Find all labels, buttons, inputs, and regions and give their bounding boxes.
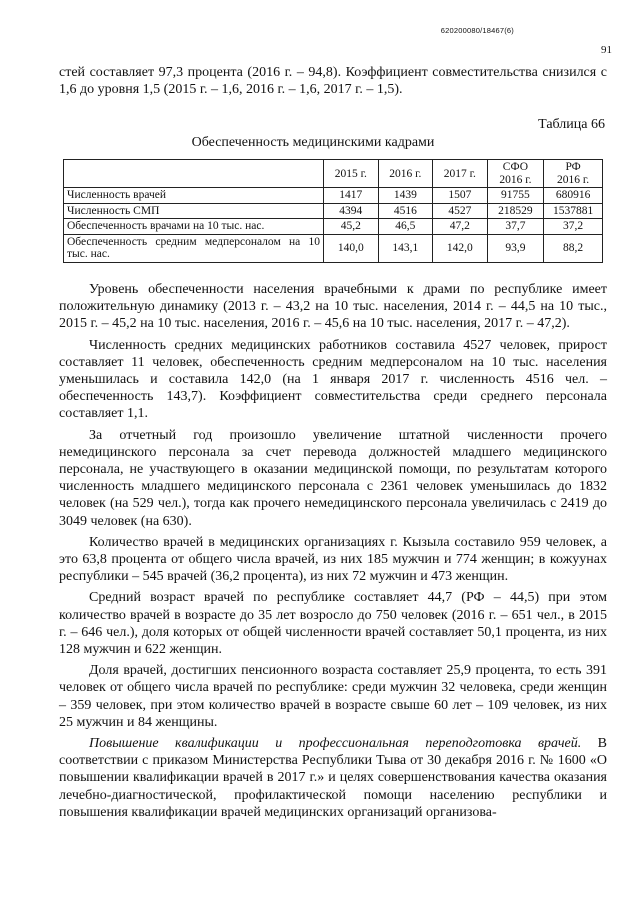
page-number: 91	[601, 44, 612, 56]
section-lead: Повышение квалификации и профессиональная переподготовка врачей.	[89, 735, 582, 751]
table-cell: 218529	[487, 203, 544, 219]
table-row	[64, 234, 603, 262]
table-cell: 46,5	[378, 219, 433, 235]
table-row	[64, 188, 603, 204]
table-label: Таблица 66	[538, 117, 605, 133]
body-paragraph: За отчетный год произошло увеличение штатной численности прочего немедицинского персонала за счет перевода должностей младшего медицинского персонала, не участвующего в оказании медицинской помощи, по результатам которого численность младшего медицинского персонала с 2361 человек уменьшилась до 1832 человек (на 529 чел.), тогда как прочего немедицинского персонала увеличилась с 2419 до 3049 человек (на 630).	[59, 427, 607, 529]
table-cell: 37,2	[544, 219, 603, 235]
table-row	[64, 203, 603, 219]
table-cell-label: Численность СМП	[64, 203, 324, 219]
table-cell: 1417	[324, 188, 379, 204]
doc-code: 620200080/18467(6)	[440, 26, 514, 35]
table-row	[64, 219, 603, 235]
body-paragraph: Численность средних медицинских работников составила 4527 человек, прирост составляет 11 человек, обеспеченность средним медперсоналом на 10 тыс. населения уменьшилась и составила 142,0 (на 1 января 2017 г. численность 4516 чел. – обеспеченность 143,7). Коэффициент совместительства среди среднего персонала составляет 1,1.	[59, 337, 607, 422]
table-header-cell: СФО 2016 г.	[487, 160, 544, 188]
table-cell: 142,0	[433, 234, 488, 262]
table-header-cell: 2017 г.	[433, 160, 488, 188]
table-cell: 91755	[487, 188, 544, 204]
table-cell: 1507	[433, 188, 488, 204]
body-paragraph: Доля врачей, достигших пенсионного возраста составляет 25,9 процента, то есть 391 человек от общего числа врачей по республике: среди мужчин 32 человека, среди женщин – 359 человек, при этом количество врачей в возрасте свыше 60 лет – 109 человек, из них 25 мужчин и 84 женщины.	[59, 663, 607, 730]
table-cell: 4394	[324, 203, 379, 219]
table-cell: 140,0	[324, 234, 379, 262]
table-cell: 4527	[433, 203, 488, 219]
body-paragraph: Средний возраст врачей по республике составляет 44,7 (РФ – 44,5) при этом количество врачей в возрасте до 35 лет возросло до 750 человек (2016 г. – 651 чел., в 2015 г. – 646 чел.), доля которых от общей численности врачей составляет 50,1 процента, из них 128 мужчин и 622 женщин.	[59, 590, 607, 657]
table-cell: 93,9	[487, 234, 544, 262]
table-cell-label: Обеспеченность врачами на 10 тыс. нас.	[64, 219, 324, 235]
staffing-table	[63, 159, 603, 263]
table-cell: 1439	[378, 188, 433, 204]
body-paragraph: Уровень обеспеченности населения врачебными к драми по республике имеет положительную динамику (2013 г. – 43,2 на 10 тыс. населения, 2014 г. – 44,5 на 10 тыс., 2015 г. – 45,2 на 10 тыс. населения, 2016 г. – 45,6 на 10 тыс. населения, 2017 г. – 47,2).	[59, 281, 607, 332]
table-cell: 4516	[378, 203, 433, 219]
table-header-row	[64, 160, 603, 188]
table-cell: 47,2	[433, 219, 488, 235]
table-header-cell: 2016 г.	[378, 160, 433, 188]
table-cell-label: Обеспеченность средним медперсоналом на 10 тыс. нас.	[64, 234, 324, 262]
table-header-cell: 2015 г.	[324, 160, 379, 188]
table-cell-label: Численность врачей	[64, 188, 324, 204]
table-header-cell	[64, 160, 324, 188]
body-paragraph: Количество врачей в медицинских организациях г. Кызыла составило 959 человек, а это 63,8 процента от общего числа врачей, из них 185 мужчин и 774 женщин; в кожуунах республики – 545 врачей (36,2 процента), из них 72 мужчин и 473 женщин.	[59, 534, 607, 585]
table-cell: 680916	[544, 188, 603, 204]
table-cell: 37,7	[487, 219, 544, 235]
table-cell: 143,1	[378, 234, 433, 262]
table-cell: 45,2	[324, 219, 379, 235]
final-paragraph-text: В соответствии с приказом Министерства Республики Тыва от 30 декабря 2016 г. № 1600 «О повышении квалификации врачей в 2017 г.» и целях совершенствования качества оказания лечебно-диагностической, профилактической помощи населению республики и повышения квалификации врачей медицинских организаций организова-	[59, 735, 607, 820]
table-header-cell: РФ 2016 г.	[544, 160, 603, 188]
page-content	[59, 64, 607, 821]
intro-paragraph: стей составляет 97,3 процента (2016 г. – 94,8). Коэффициент совместительства снизился с 1,6 до уровня 1,5 (2015 г. – 1,6, 2016 г. – 1,6, 2017 г. – 1,5).	[59, 65, 607, 98]
table-title: Обеспеченность медицинскими кадрами	[191, 135, 435, 151]
table-cell: 88,2	[544, 234, 603, 262]
table-cell: 1537881	[544, 203, 603, 219]
final-paragraph	[59, 735, 607, 821]
